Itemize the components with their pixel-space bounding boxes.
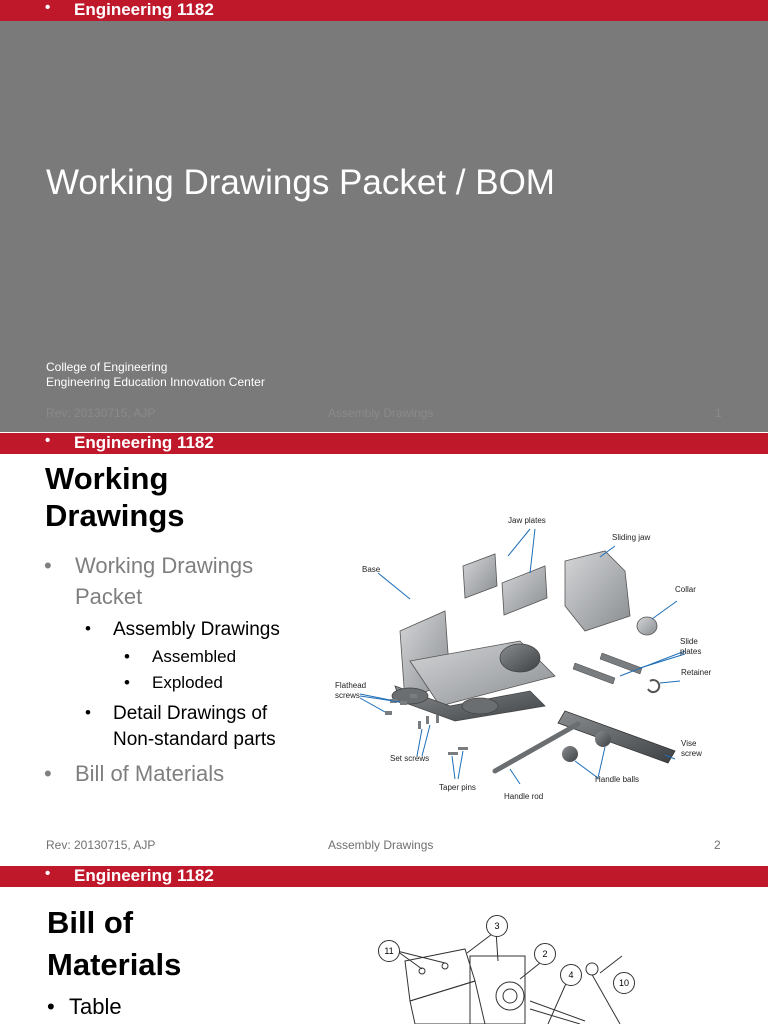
label-handle-rod: Handle rod — [504, 792, 544, 801]
bullet-marker: • — [47, 994, 55, 1019]
bullet-working-drawings-packet: Working Drawings Packet — [75, 553, 254, 609]
bullet-table: Table — [69, 994, 122, 1019]
jaw-plates — [463, 554, 547, 615]
footer-revision: Rev: 20130715, AJP — [46, 406, 156, 420]
footer-page-number: 1 — [715, 406, 722, 420]
set-screws — [418, 715, 439, 729]
balloon-2: 2 — [534, 943, 556, 965]
balloon-11: 11 — [378, 940, 400, 962]
exploded-vise-diagram — [330, 511, 730, 811]
bullet-dot: • — [45, 866, 51, 882]
bullet-assembly-drawings: Assembly Drawings — [113, 619, 280, 640]
sliding-jaw — [565, 551, 630, 631]
bullet-dot: • — [45, 433, 51, 449]
label-base: Base — [362, 565, 381, 574]
bullet-assembled: Assembled — [152, 647, 237, 666]
slide-title: Working Drawings Packet / BOM — [46, 163, 555, 202]
working-drawings-slide — [0, 433, 768, 865]
bullet-marker: • — [85, 703, 91, 722]
bullet-exploded: Exploded — [152, 673, 223, 692]
bullet-detail-drawings: Detail Drawings of Non-standard parts — [113, 703, 276, 750]
balloon-3: 3 — [486, 915, 508, 937]
taper-pins — [448, 747, 468, 755]
label-retainer: Retainer — [681, 668, 712, 677]
bullet-bill-of-materials: Bill of Materials — [75, 761, 225, 786]
course-header-bar — [0, 433, 768, 454]
label-jaw-plates: Jaw plates — [508, 516, 546, 525]
bullet-marker: • — [85, 619, 91, 638]
label-collar: Collar — [675, 585, 696, 594]
handle-ball-part — [562, 746, 578, 762]
label-flathead-screws: Flathead screws — [335, 681, 367, 700]
college-line-1: College of Engineering — [46, 360, 168, 374]
footer-page-number: 2 — [714, 838, 721, 852]
college-info — [46, 360, 265, 390]
vise-outline — [405, 949, 620, 1024]
balloon-10: 10 — [613, 972, 635, 994]
course-label: Engineering 1182 — [74, 433, 214, 452]
assembled-vise-drawing — [370, 911, 660, 1024]
footer-topic: Assembly Drawings — [328, 838, 434, 852]
balloon-4: 4 — [560, 964, 582, 986]
footer-topic: Assembly Drawings — [328, 406, 434, 420]
label-sliding-jaw: Sliding jaw — [612, 533, 651, 542]
slide-heading: Working Drawings — [45, 461, 185, 533]
course-label: Engineering 1182 — [74, 866, 214, 885]
bullet-marker: • — [44, 761, 52, 786]
slide-heading: Bill of Materials — [47, 905, 182, 982]
footer-revision: Rev: 20130715, AJP — [46, 838, 156, 852]
collar-part — [637, 617, 657, 635]
label-vise-screw: Vise screw — [681, 739, 702, 758]
course-header-bar — [0, 0, 768, 21]
handle-ball-part — [595, 731, 611, 747]
bullet-marker: • — [44, 553, 52, 578]
retainer-part — [648, 680, 659, 692]
bullet-marker: • — [124, 647, 130, 666]
bill-of-materials-slide — [0, 866, 768, 1024]
vise-base — [392, 611, 555, 721]
course-label: Engineering 1182 — [74, 0, 214, 19]
bullet-dot: • — [45, 0, 51, 16]
slide-plates — [573, 653, 642, 684]
label-handle-balls: Handle balls — [595, 775, 640, 784]
label-taper-pins: Taper pins — [439, 783, 476, 792]
label-slide-plates: Slide plates — [680, 637, 702, 656]
label-set-screws: Set screws — [390, 754, 430, 763]
bullet-marker: • — [124, 673, 130, 692]
college-line-2: Engineering Education Innovation Center — [46, 375, 265, 389]
course-header-bar — [0, 866, 768, 887]
title-slide — [0, 0, 768, 432]
